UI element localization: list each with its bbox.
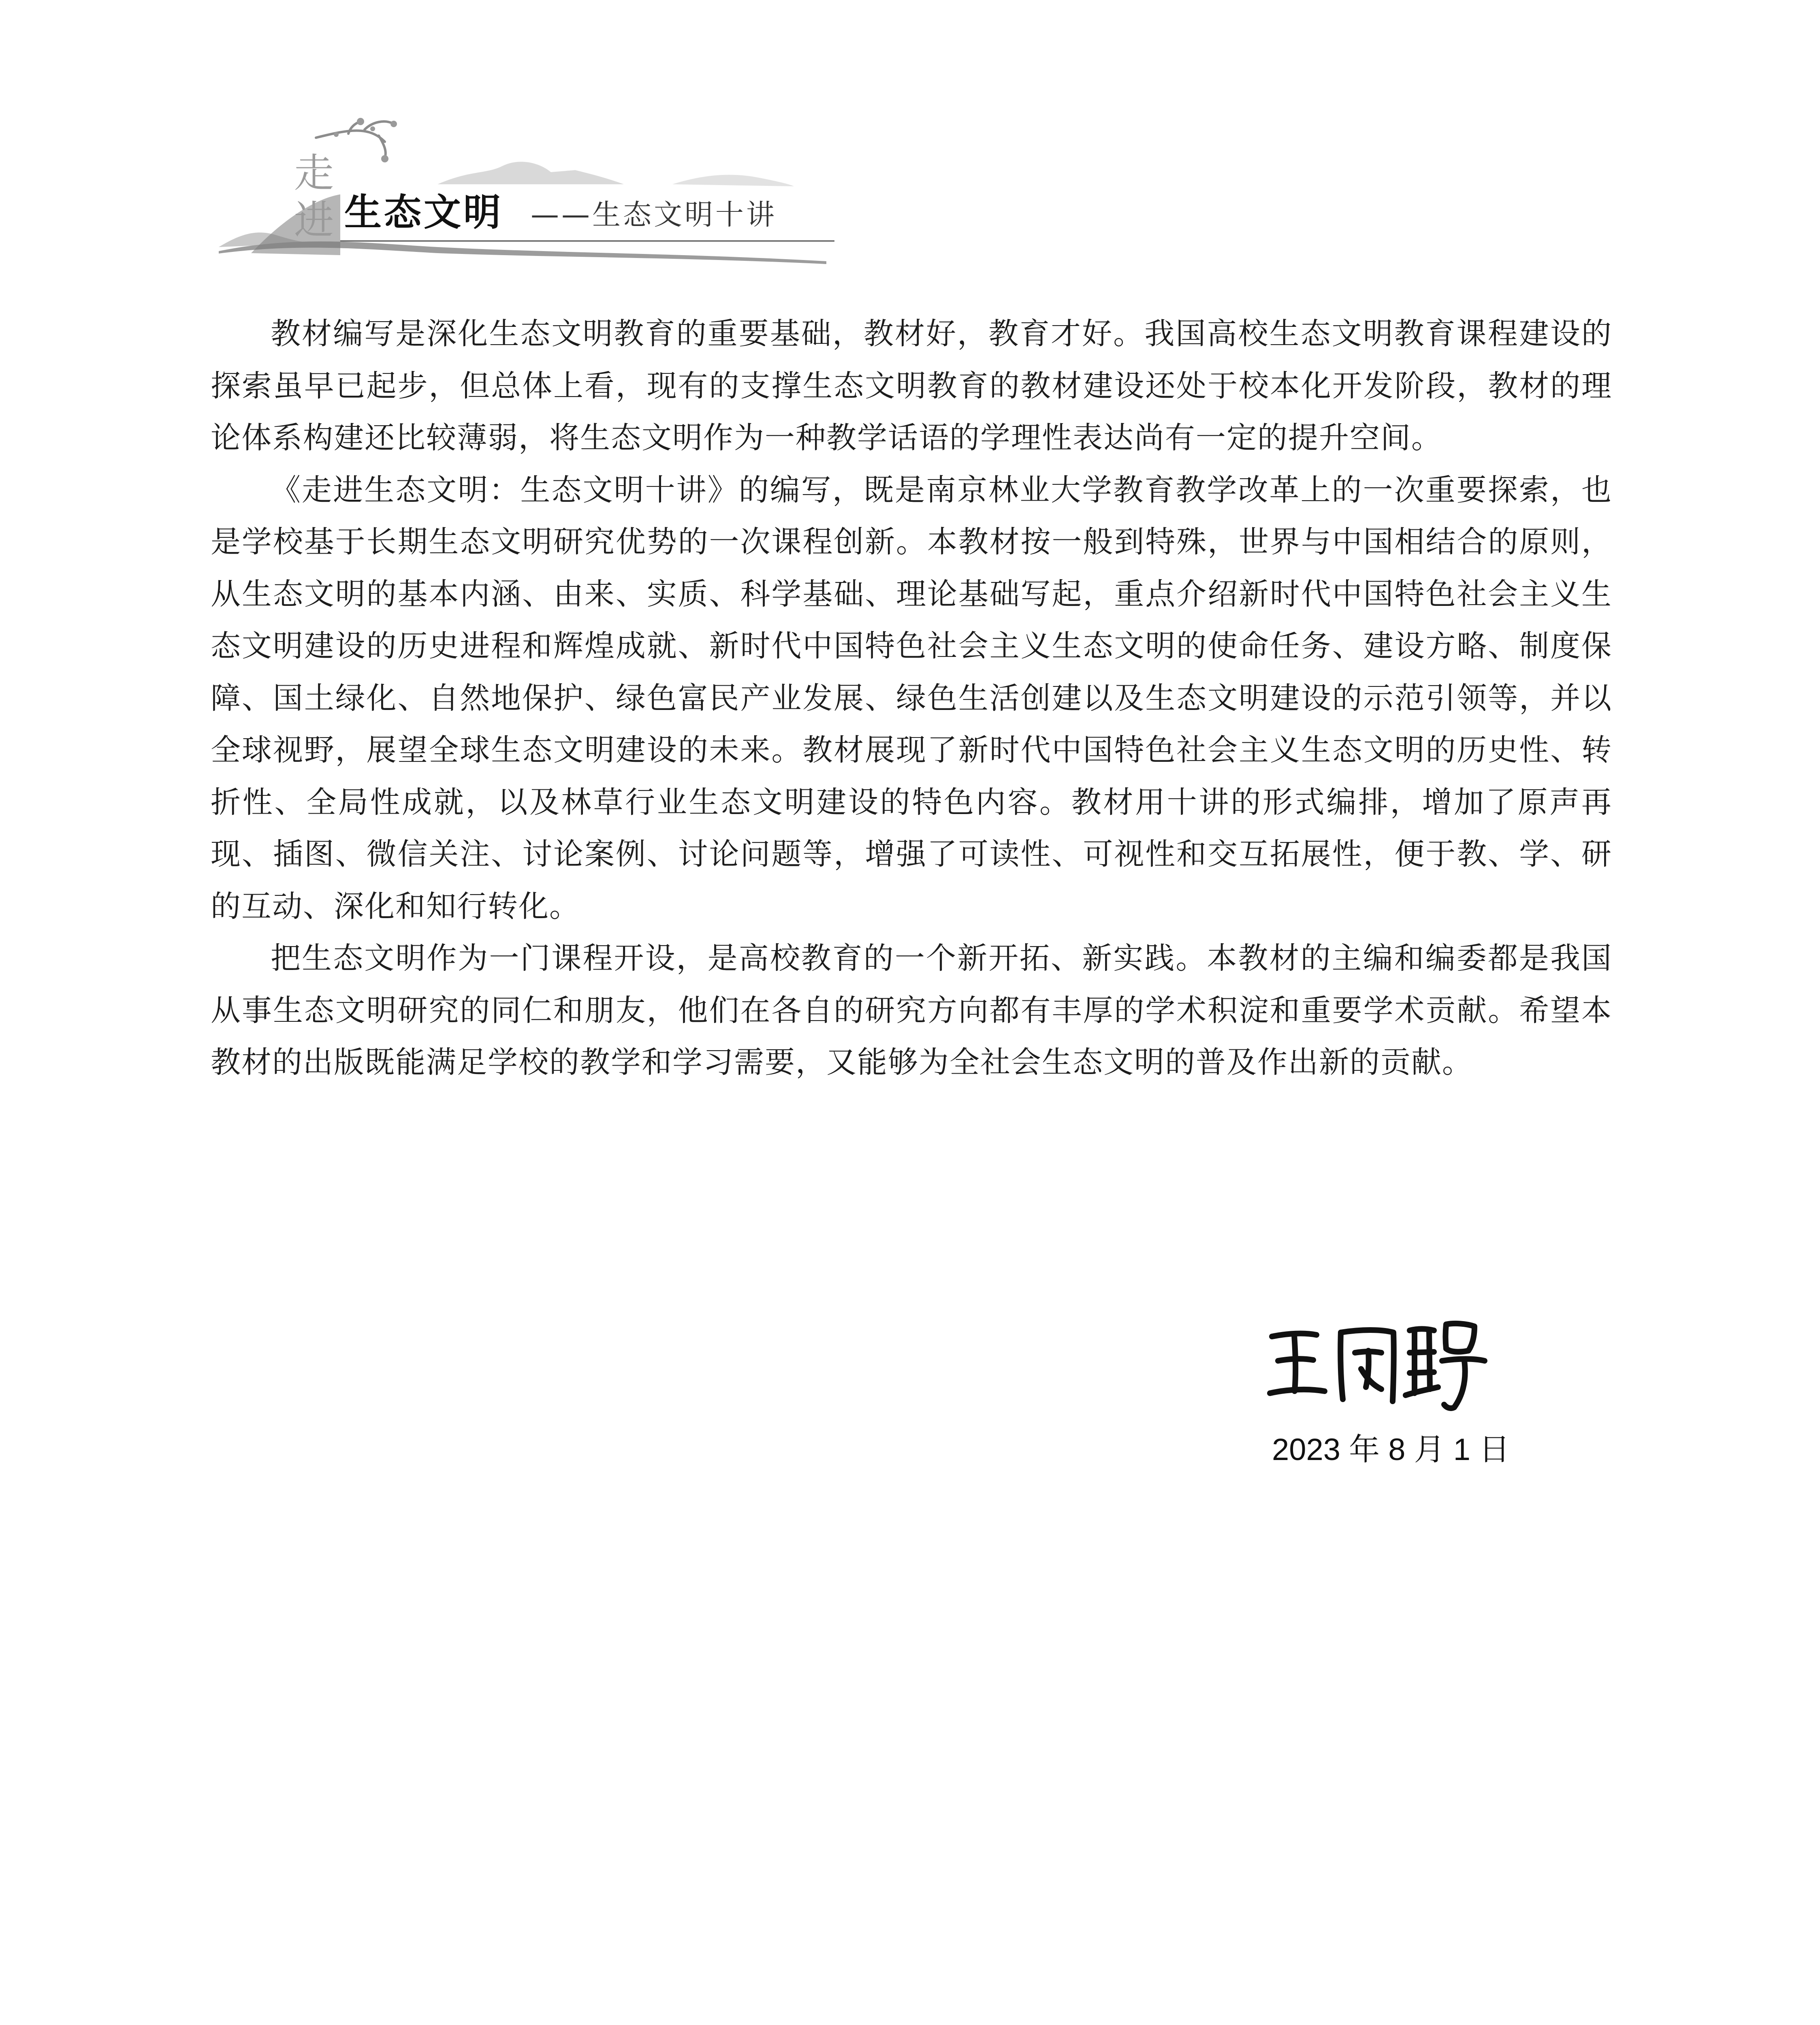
paragraph: 教材编写是深化生态文明教育的重要基础，教材好，教育才好。我国高校生态文明教育课程建设的探索虽早已起步，但总体上看，现有的支撑生态文明教育的教材建设还处于校本化开发阶段，教材的理论体系构建还比较薄弱，将生态文明作为一种教学话语的学理性表达尚有一定的提升空间。 — [211, 316, 1612, 455]
handwritten-signature — [1264, 1308, 1491, 1413]
header-zoujin-vertical — [290, 150, 338, 244]
paragraph: 《走进生态文明：生态文明十讲》的编写，既是南京林业大学教育教学改革上的一次重要探索，也是学校基于长期生态文明研究优势的一次课程创新。本教材按一般到特殊，世界与中国相结合的原则，从生态文明的基本内涵、由来、实质、科学基础、理论基础写起，重点介绍新时代中国特色社会主义生态文明建设的历史进程和辉煌成就、新时代中国特色社会主义生态文明的使命任务、建设方略、制度保障、国土绿化、自然地保护、绿色富民产业发展、绿色生活创建以及生态文明建设的示范引领等，并以全球视野，展望全球生态文明建设的未来。教材展现了新时代中国特色社会主义生态文明的历史性、转折性、全局性成就，以及林草行业生态文明建设的特色内容。教材用十讲的形式编排，增加了原声再现、插图、微信关注、讨论案例、讨论问题等，增强了可读性、可视性和交互拓展性，便于教、学、研的互动、深化和知行转化。 — [211, 472, 1612, 924]
header-zoujin-char-2: 进 — [294, 197, 334, 243]
mountain-ridge-shape — [437, 162, 624, 184]
preface-body — [211, 308, 1612, 1089]
paragraph: 把生态文明作为一门课程开设，是高校教育的一个新开拓、新实践。本教材的主编和编委都是我国从事生态文明研究的同仁和朋友，他们在各自的研究方向都有丰厚的学术积淀和重要学术贡献。希望本教材的出版既能满足学校的教学和学习需要，又能够为全社会生态文明的普及作出新的贡献。 — [211, 941, 1612, 1080]
header-zoujin-char-1: 走 — [294, 150, 334, 196]
header-main-title: 生态文明 — [344, 191, 504, 234]
header-subtitle: ——生态文明十讲 — [531, 198, 777, 231]
date-line: 2023 年 8 月 1 日 — [1272, 1432, 1510, 1467]
running-header — [194, 113, 843, 267]
